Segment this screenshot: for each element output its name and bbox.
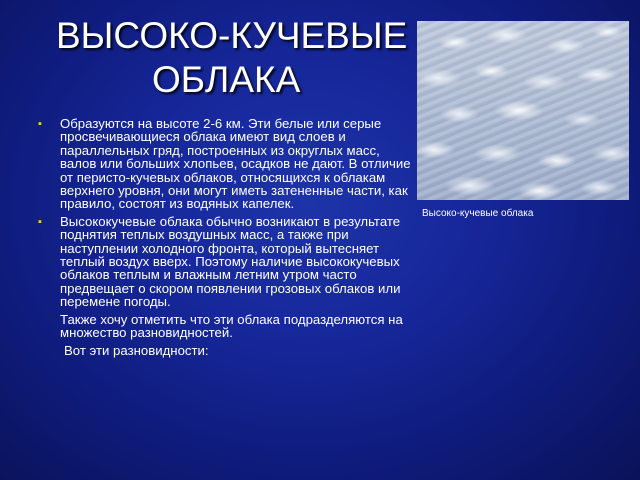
bullet-text: Образуются на высоте 2-6 км. Эти белые или серые просвечивающиеся облака имеют вид слоев и параллельных гряд, построенных из округлых масс, валов или больших хлопьев, осадков не дают. В отличие от перисто-кучевых облаков, относящихся к облакам верхнего уровня, они могут иметь затененные части, как правило, состоят из водяных капелек. (60, 116, 411, 212)
bullet-text: Высококучевые облака обычно возникают в результате поднятия теплых воздушных масс, а также при наступлении холодного фронта, который вытесняет теплый воздух вверх. Поэтому наличие высококучевых облаков теплым и влажным летним утром часто предвещает о скором появлении грозовых облаков или перемене погоды. (60, 213, 401, 310)
slide-title-line-1: ВЫСОКО-КУЧЕВЫЕ (56, 15, 408, 56)
bullet-item (38, 117, 416, 211)
paragraph: Вот эти разновидности: (64, 342, 209, 358)
paragraph: Также хочу отметить что эти облака подразделяются на множество разновидностей. (60, 311, 403, 341)
slide-body (38, 117, 416, 361)
square-bullet-icon: ▪ (38, 118, 42, 130)
slide-title-line-2: ОБЛАКА (152, 59, 301, 100)
slide-title (56, 14, 436, 102)
bullet-item (38, 215, 416, 309)
square-bullet-icon: ▪ (38, 215, 42, 228)
altocumulus-clouds-photo (417, 21, 629, 200)
image-caption: Высоко-кучевые облака (422, 208, 534, 219)
